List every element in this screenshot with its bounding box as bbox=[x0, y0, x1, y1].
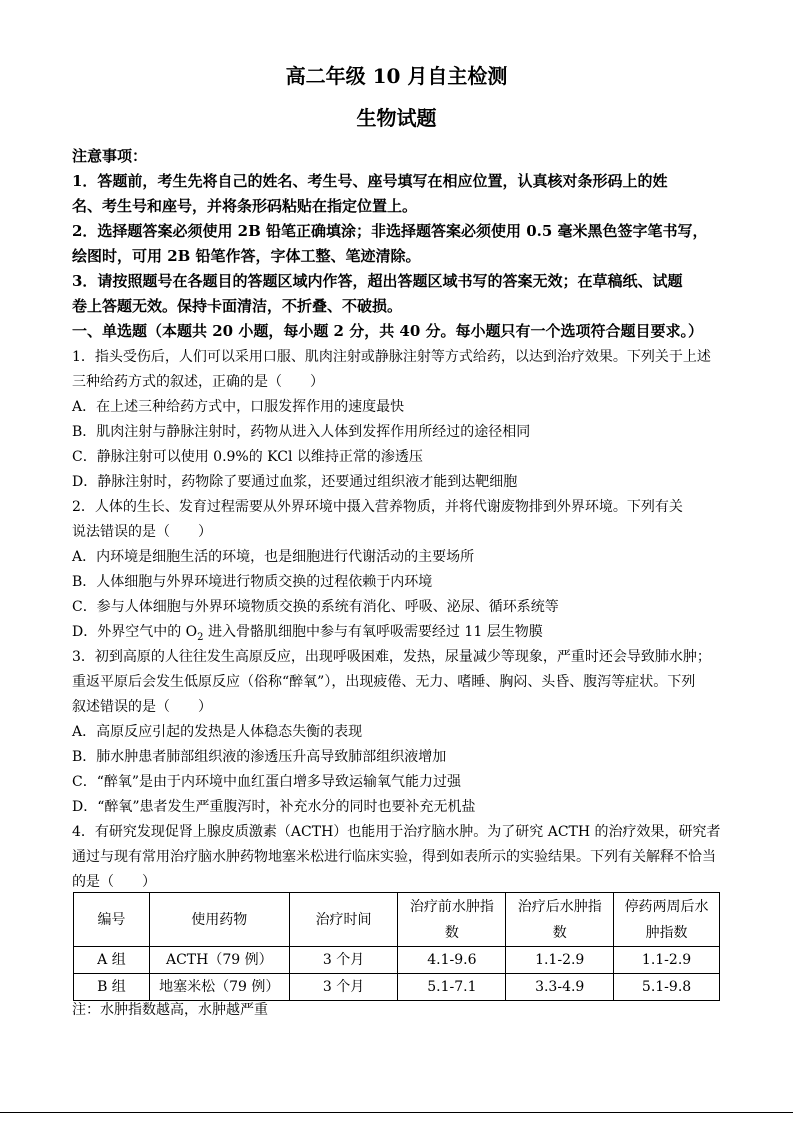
bottom-rule bbox=[0, 1112, 793, 1113]
header-drug: 使用药物 bbox=[149, 893, 289, 947]
table-cell: 5.1-7.1 bbox=[398, 974, 506, 1001]
table-cell: 5.1-9.8 bbox=[614, 974, 720, 1001]
table-cell: 1.1-2.9 bbox=[506, 947, 614, 974]
exam-title: 高二年级 10 月自主检测 bbox=[285, 64, 508, 88]
table-cell: ACTH（79 例） bbox=[149, 947, 289, 974]
table-cell: B 组 bbox=[74, 974, 150, 1001]
q3-stem-line-1: 3．初到高原的人往往发生高原反应，出现呼吸困难，发热，尿量减少等现象，严重时还会导致肺水肿； bbox=[72, 649, 711, 665]
header-duration: 治疗时间 bbox=[289, 893, 398, 947]
q3-stem-line-3: 叙述错误的是（ ） bbox=[72, 699, 212, 715]
q2-option-d-post: 进入骨骼肌细胞中参与有氧呼吸需要经过 11 层生物膜 bbox=[203, 624, 543, 640]
header-followup-index: 停药两周后水 肿指数 bbox=[614, 893, 720, 947]
q2-option-d-subscript: 2 bbox=[197, 631, 204, 643]
note-3-line-1: 3．请按照题号在各题目的答题区域内作答，超出答题区域书写的答案无效；在草稿纸、试题 bbox=[72, 272, 683, 290]
q3-option-b: B．肺水肿患者肺部组织液的渗透压升高导致肺部组织液增加 bbox=[72, 749, 447, 765]
notes-heading: 注意事项： bbox=[72, 147, 148, 165]
q4-table-note: 注：水肿指数越高，水肿越严重 bbox=[72, 1002, 268, 1018]
q1-stem-line-2: 三种给药方式的叙述，正确的是（ ） bbox=[72, 374, 324, 390]
table-row bbox=[74, 947, 720, 974]
table-cell: 3 个月 bbox=[289, 947, 398, 974]
q3-option-c: C．“醉氧”是由于内环境中血红蛋白增多导致运输氧气能力过强 bbox=[72, 774, 462, 790]
section-heading: 一、单选题（本题共 20 小题，每小题 2 分，共 40 分。每小题只有一个选项符合题目要求。） bbox=[72, 322, 704, 340]
header-post-index: 治疗后水肿指 数 bbox=[506, 893, 614, 947]
q3-stem-line-2: 重返平原后会发生低原反应（俗称“醉氧”），出现疲倦、无力、嗜睡、胸闷、头昏、腹泻等症状。下列 bbox=[72, 674, 696, 690]
q2-stem-line-1: 2．人体的生长、发育过程需要从外界环境中摄入营养物质，并将代谢废物排到外界环境。下列有关 bbox=[72, 499, 683, 515]
table-cell: 3 个月 bbox=[289, 974, 398, 1001]
q2-option-a: A．内环境是细胞生活的环境，也是细胞进行代谢活动的主要场所 bbox=[72, 549, 475, 565]
table-cell: 4.1-9.6 bbox=[398, 947, 506, 974]
q4-stem-line-1: 4．有研究发现促肾上腺皮质激素（ACTH）也能用于治疗脑水肿。为了研究 ACTH 的治疗效果，研究者 bbox=[72, 824, 721, 840]
q1-option-d: D．静脉注射时，药物除了要通过血浆，还要通过组织液才能到达靶细胞 bbox=[72, 474, 518, 490]
table-cell: 1.1-2.9 bbox=[614, 947, 720, 974]
q1-option-b: B．肌肉注射与静脉注射时，药物从进入人体到发挥作用所经过的途径相同 bbox=[72, 424, 531, 440]
q2-option-d-pre: D．外界空气中的 O bbox=[72, 624, 198, 640]
note-2-line-1: 2．选择题答案必须使用 2B 铅笔正确填涂；非选择题答案必须使用 0.5 毫米黑色签字笔书写， bbox=[72, 222, 708, 240]
q1-option-a: A．在上述三种给药方式中，口服发挥作用的速度最快 bbox=[72, 399, 405, 415]
q3-option-d: D．“醉氧”患者发生严重腹泻时，补充水分的同时也要补充无机盐 bbox=[72, 799, 476, 815]
q2-stem-line-2: 说法错误的是（ ） bbox=[72, 524, 212, 540]
q4-results-table bbox=[73, 892, 720, 1001]
note-2-line-2: 绘图时，可用 2B 铅笔作答，字体工整、笔迹清除。 bbox=[72, 247, 421, 265]
q1-option-c: C．静脉注射可以使用 0.9%的 KCl 以维持正常的渗透压 bbox=[72, 449, 423, 465]
table-row bbox=[74, 974, 720, 1001]
table-cell: 3.3-4.9 bbox=[506, 974, 614, 1001]
table-cell: 地塞米松（79 例） bbox=[149, 974, 289, 1001]
q2-option-c: C．参与人体细胞与外界环境物质交换的系统有消化、呼吸、泌尿、循环系统等 bbox=[72, 599, 559, 615]
note-1-line-2: 名、考生号和座号，并将条形码粘贴在指定位置上。 bbox=[72, 197, 418, 215]
note-1-line-1: 1．答题前，考生先将自己的姓名、考生号、座号填写在相应位置，认真核对条形码上的姓 bbox=[72, 172, 668, 190]
header-id: 编号 bbox=[74, 893, 150, 947]
q1-stem-line-1: 1．指头受伤后，人们可以采用口服、肌肉注射或静脉注射等方式给药，以达到治疗效果。下列关于上述 bbox=[72, 349, 711, 365]
q2-option-d bbox=[72, 623, 732, 641]
q4-stem-line-2: 通过与现有常用治疗脑水肿药物地塞米松进行临床实验，得到如表所示的实验结果。下列有关解释不恰当 bbox=[72, 849, 716, 865]
table-header-row bbox=[74, 893, 720, 947]
q3-option-a: A．高原反应引起的发热是人体稳态失衡的表现 bbox=[72, 724, 363, 740]
q4-stem-line-3: 的是（ ） bbox=[72, 874, 156, 890]
header-pre-index: 治疗前水肿指 数 bbox=[398, 893, 506, 947]
q2-option-b: B．人体细胞与外界环境进行物质交换的过程依赖于内环境 bbox=[72, 574, 433, 590]
note-3-line-2: 卷上答题无效。保持卡面清洁，不折叠、不破损。 bbox=[72, 297, 403, 315]
exam-subject: 生物试题 bbox=[356, 106, 437, 130]
table-cell: A 组 bbox=[74, 947, 150, 974]
